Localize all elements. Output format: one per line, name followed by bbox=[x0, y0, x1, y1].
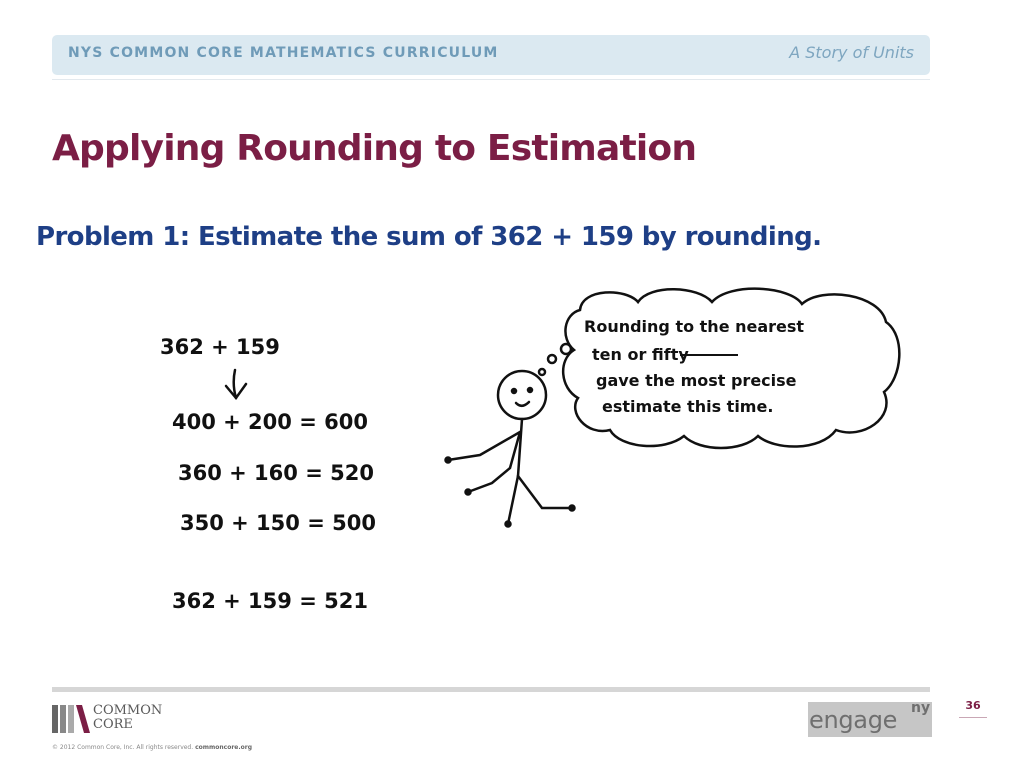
page-number: 36 bbox=[965, 699, 981, 712]
slide-title: Applying Rounding to Estimation bbox=[52, 128, 697, 169]
thought-line-2: ten or fifty bbox=[592, 345, 689, 364]
common-core-logo-icon bbox=[52, 705, 92, 733]
engageny-logo bbox=[808, 702, 932, 737]
thought-line-1: Rounding to the nearest bbox=[584, 317, 805, 336]
copyright-notice bbox=[52, 744, 252, 751]
handwritten-work bbox=[150, 280, 910, 640]
page-number-underline bbox=[959, 717, 987, 718]
thought-line-4: estimate this time. bbox=[602, 397, 774, 416]
exact-sum: 362 + 159 = 521 bbox=[172, 589, 368, 613]
module-title: A Story of Units bbox=[789, 43, 914, 62]
copyright-site: commoncore.org bbox=[195, 744, 253, 751]
brand-sup: ny bbox=[911, 700, 931, 716]
brand-word: engage bbox=[809, 706, 898, 734]
estimate-tens: 360 + 160 = 520 bbox=[178, 461, 374, 485]
logo-line-1: COMMON bbox=[93, 703, 163, 718]
common-core-wordmark bbox=[93, 704, 162, 732]
original-expression: 362 + 159 bbox=[160, 335, 280, 359]
thought-line-3: gave the most precise bbox=[596, 371, 797, 390]
footer-divider bbox=[52, 687, 930, 692]
curriculum-title: NYS COMMON CORE MATHEMATICS CURRICULUM bbox=[68, 45, 499, 61]
stick-figure bbox=[446, 371, 575, 527]
estimate-fifties: 350 + 150 = 500 bbox=[180, 511, 376, 535]
estimate-hundreds: 400 + 200 = 600 bbox=[172, 410, 368, 434]
problem-statement: Problem 1: Estimate the sum of 362 + 159 by rounding. bbox=[36, 222, 822, 252]
thought-bubble bbox=[539, 289, 899, 448]
header-divider bbox=[52, 79, 930, 80]
down-arrow-icon bbox=[226, 370, 246, 398]
logo-line-2: CORE bbox=[93, 717, 133, 732]
copyright-text: © 2012 Common Core, Inc. All rights reserved. bbox=[52, 744, 194, 751]
